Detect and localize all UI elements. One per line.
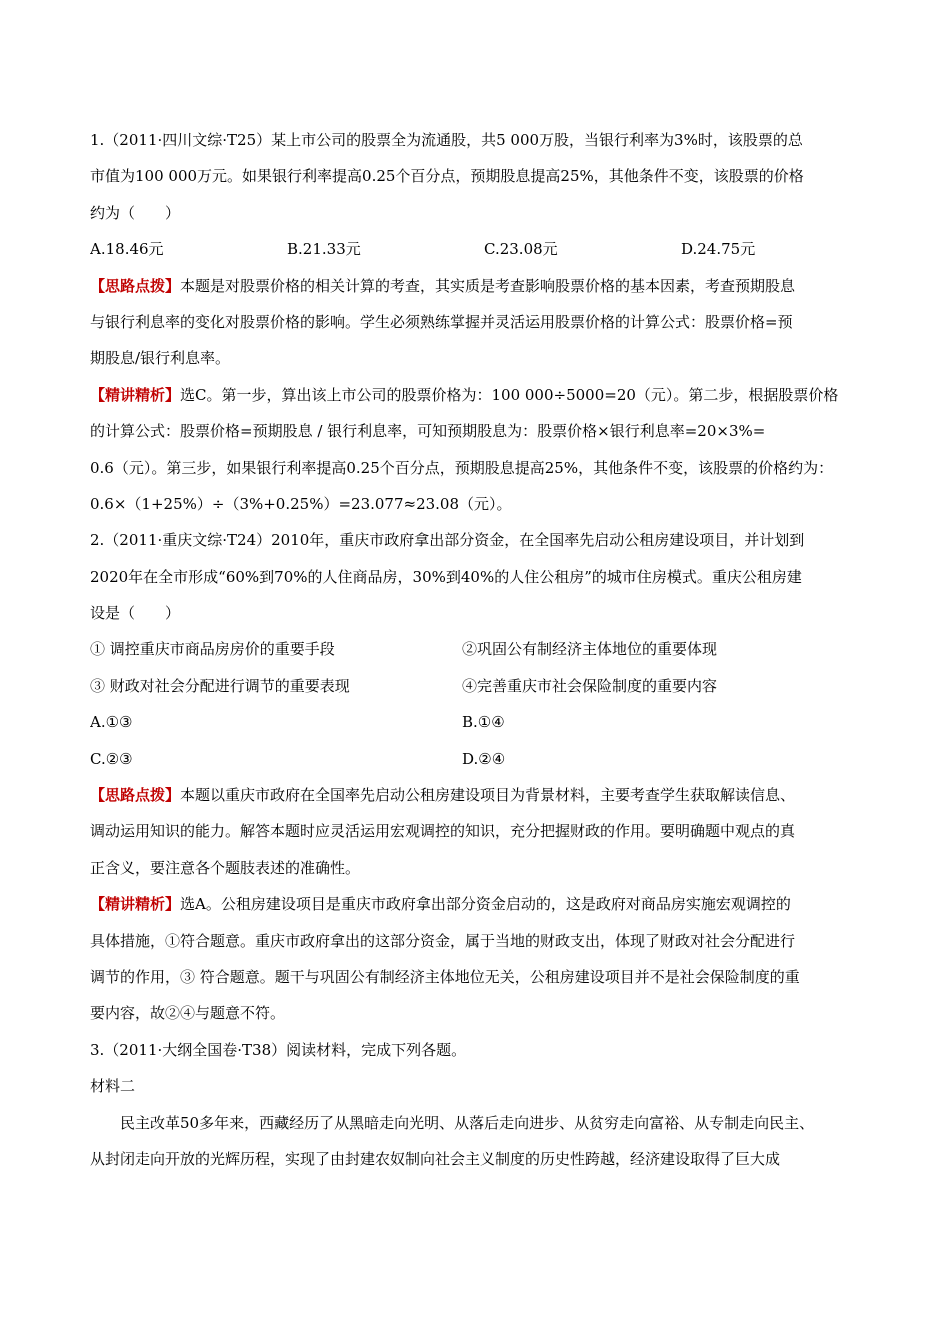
- q1-hint-line: 与银行利息率的变化对股票价格的影响。学生必须熟练掌握并灵活运用股票价格的计算公式：股票价格=预: [90, 312, 793, 331]
- q2-items-row: [90, 631, 870, 667]
- q2-option-a: A.①③: [90, 713, 133, 732]
- q1-analysis-line: [90, 377, 870, 413]
- q2-hint-tag: 【思路点拨】: [90, 786, 181, 805]
- q1-hint-tag: 【思路点拨】: [90, 276, 181, 295]
- q2-stem-line: 2020年在全市形成“60%到70%的人住商品房，30%到40%的人住公租房”的城市住房模式。重庆公租房建: [90, 567, 802, 586]
- q1-stem-line: 1.（2011·四川文综·T25）某上市公司的股票全为流通股，共5 000万股，当银行利率为3%时，该股票的总: [90, 131, 803, 149]
- q3-material-title: 材料二: [90, 1077, 136, 1096]
- q2-item-4: ④完善重庆市社会保险制度的重要内容: [462, 676, 718, 695]
- q3-material-line: 民主改革50多年来，西藏经历了从黑暗走向光明、从落后走向进步、从贫穷走向富裕、从专制走向民主、: [120, 1113, 815, 1132]
- q1-hint-line: [90, 268, 870, 304]
- q2-stem-line: 2.（2011·重庆文综·T24）2010年，重庆市政府拿出部分资金，在全国率先启动公租房建设项目，并计划到: [90, 531, 805, 550]
- q1-stem-line: 市值为100 000万元。如果银行利率提高0.25个百分点，预期股息提高25%，其他条件不变，该股票的价格: [90, 167, 804, 186]
- q1-analysis-line: 的计算公式：股票价格=预期股息 / 银行利息率，可知预期股息为：股票价格×银行利息率=20×3%=: [90, 422, 766, 441]
- q2-hint-line: 调动运用知识的能力。解答本题时应灵活运用宏观调控的知识，充分把握财政的作用。要明确题中观点的真: [90, 822, 796, 841]
- q2-items-row: [90, 668, 870, 704]
- q2-analysis-tag: 【精讲精析】: [90, 895, 181, 914]
- q3-material-line: 从封闭走向开放的光辉历程，实现了由封建农奴制向社会主义制度的历史性跨越，经济建设取得了巨大成: [90, 1149, 781, 1168]
- q2-options-row: [90, 704, 870, 740]
- q2-hint-line: 正含义，要注意各个题肢表述的准确性。: [90, 858, 361, 877]
- q2-option-b: B.①④: [462, 713, 505, 732]
- q2-analysis-line: 具体措施，①符合题意。重庆市政府拿出的这部分资金，属于当地的财政支出，体现了财政对社会分配进行: [90, 931, 796, 950]
- q1-analysis-line: 0.6×（1+25%）÷（3%+0.25%）=23.077≈23.08（元）。: [90, 494, 512, 513]
- q2-item-1: ① 调控重庆市商品房房价的重要手段: [90, 640, 335, 659]
- q2-item-2: ②巩固公有制经济主体地位的重要体现: [462, 640, 718, 659]
- q1-hint-text: 本题是对股票价格的相关计算的考查，其实质是考查影响股票价格的基本因素，考查预期股息: [180, 276, 796, 295]
- q2-item-3: ③ 财政对社会分配进行调节的重要表现: [90, 676, 350, 695]
- q1-analysis-line: 0.6（元）。第三步，如果银行利率提高0.25个百分点，预期股息提高25%，其他条件不变，该股票的价格约为：: [90, 458, 834, 477]
- q3-stem: 3.（2011·大纲全国卷·T38）阅读材料，完成下列各题。: [90, 1040, 467, 1059]
- q2-stem-line: 设是（ ）: [90, 604, 181, 623]
- q1-options: [90, 231, 870, 267]
- q1-analysis-tag: 【精讲精析】: [90, 385, 181, 404]
- q2-option-d: D.②④: [462, 749, 506, 768]
- q1-analysis-text: 选C。第一步，算出该上市公司的股票价格为：100 000÷5000=20（元）。第二步，根据股票价格: [180, 385, 839, 404]
- document-body: [90, 122, 870, 1177]
- q1-hint-line: 期股息/银行利息率。: [90, 349, 231, 368]
- q2-hint-line: [90, 777, 870, 813]
- q1-option-c: C.23.08元: [484, 240, 558, 259]
- q1-stem-line: 约为（ ）: [90, 203, 181, 222]
- q2-options-row: [90, 741, 870, 777]
- q2-analysis-line: 调节的作用，③ 符合题意。题干与巩固公有制经济主体地位无关，公租房建设项目并不是社会保险制度的重: [90, 967, 800, 986]
- q2-analysis-text: 选A。公租房建设项目是重庆市政府拿出部分资金启动的，这是政府对商品房实施宏观调控的: [180, 895, 791, 914]
- q1-option-b: B.21.33元: [287, 240, 361, 259]
- q1-option-d: D.24.75元: [681, 240, 756, 259]
- q2-analysis-line: 要内容，故②④与题意不符。: [90, 1004, 286, 1023]
- q1-option-a: A.18.46元: [90, 240, 164, 259]
- q2-analysis-line: [90, 886, 870, 922]
- q2-option-c: C.②③: [90, 749, 133, 768]
- q2-hint-text: 本题以重庆市政府在全国率先启动公租房建设项目为背景材料，主要考查学生获取解读信息、: [180, 786, 796, 805]
